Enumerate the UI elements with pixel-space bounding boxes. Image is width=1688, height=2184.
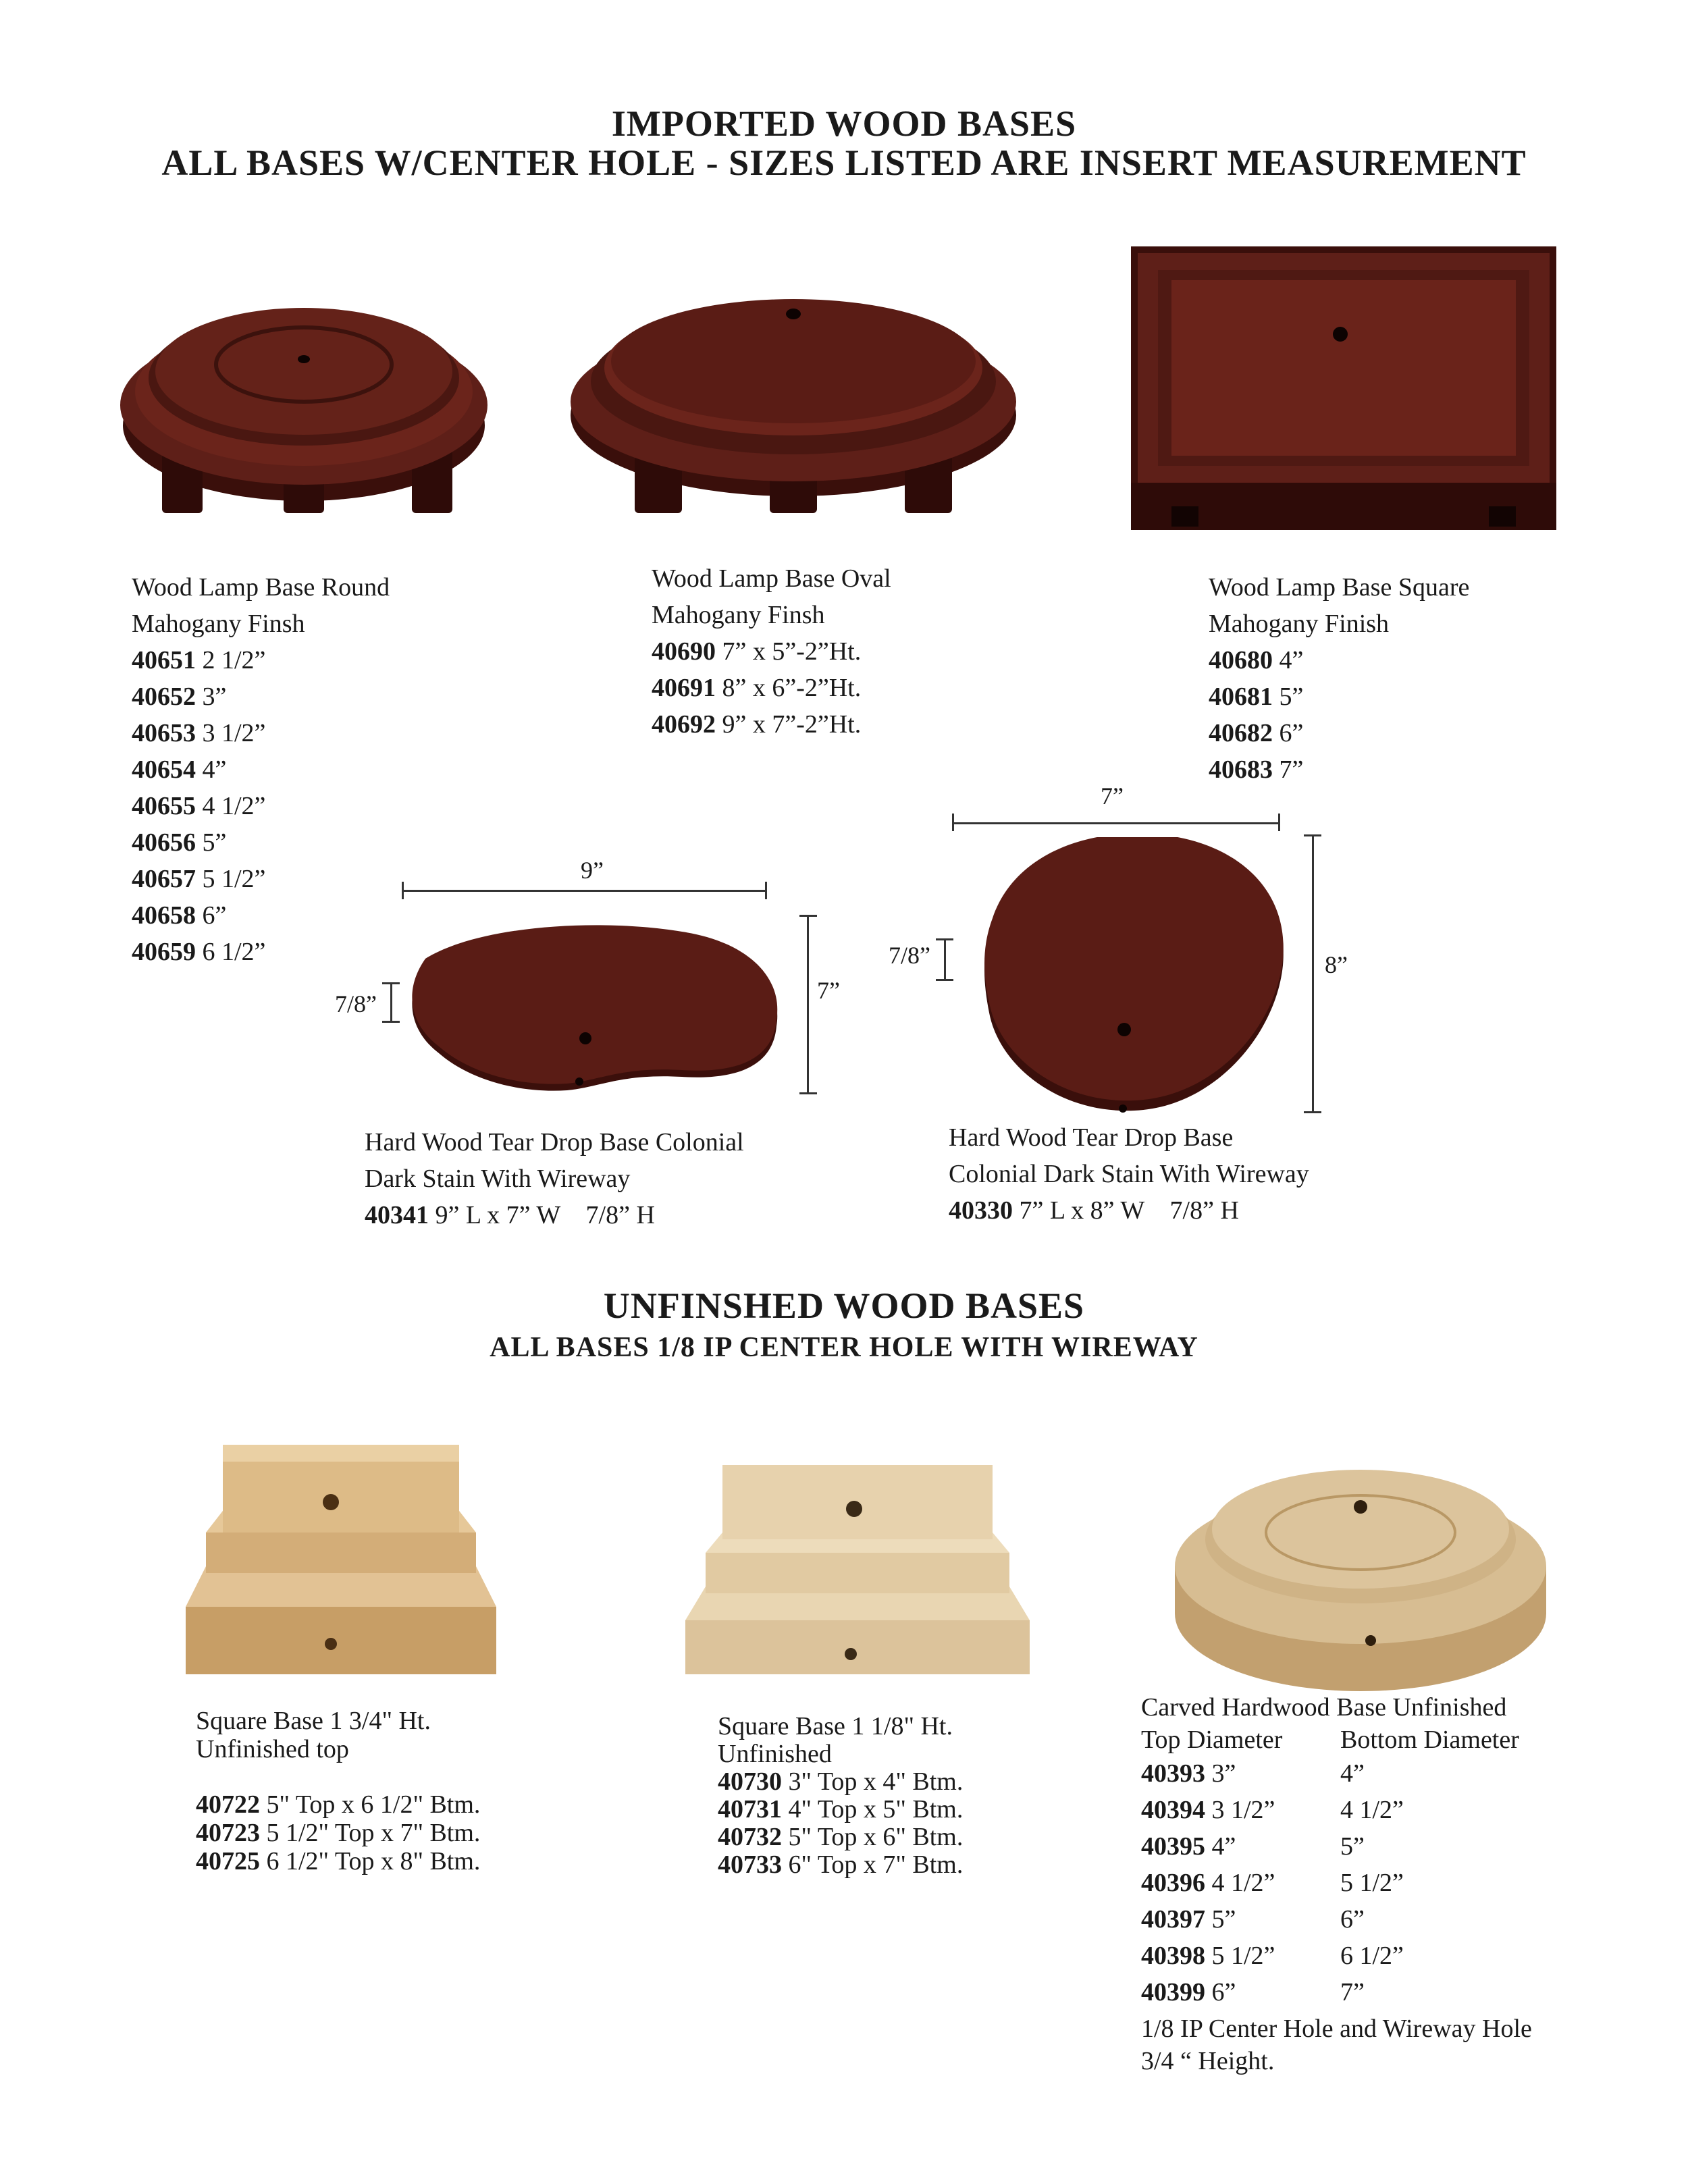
list-item: 40690 7” x 5”-2”Ht. — [652, 637, 862, 666]
dimension-label-width: 7” — [1101, 782, 1124, 809]
dimension-tick — [765, 882, 767, 899]
square-base-image — [1124, 233, 1563, 533]
list-item: 40654 4” — [132, 755, 227, 784]
square-base-oak-name: Square Base 1 1/8" Ht. — [718, 1712, 953, 1740]
table-row: 40396 4 1/2” 5 1/2” — [1141, 1869, 1404, 1897]
section-subtitle: ALL BASES 1/8 IP CENTER HOLE WITH WIREWAY — [490, 1332, 1198, 1363]
list-item: 40680 4” — [1209, 646, 1304, 674]
list-item: 40725 6 1/2" Top x 8" Btm. — [196, 1847, 481, 1875]
carved-base-name: Carved Hardwood Base Unfinished — [1141, 1693, 1507, 1722]
list-item: 40330 7” L x 8” W 7/8” H — [949, 1196, 1239, 1225]
square-base-pine-name: Square Base 1 3/4" Ht. — [196, 1707, 431, 1735]
list-item: 40653 3 1/2” — [132, 719, 266, 747]
list-item: 40733 6" Top x 7" Btm. — [718, 1850, 964, 1879]
page-subtitle: ALL BASES W/CENTER HOLE - SIZES LISTED ARE INSERT MEASUREMENT — [161, 142, 1527, 183]
list-item: 40682 6” — [1209, 719, 1304, 747]
list-item: 40730 3" Top x 4" Btm. — [718, 1767, 964, 1796]
list-item: 40731 4" Top x 5" Btm. — [718, 1795, 964, 1823]
carved-note: 1/8 IP Center Hole and Wireway Hole — [1141, 2015, 1532, 2043]
table-row: 40397 5” 6” — [1141, 1905, 1365, 1934]
list-item: 40681 5” — [1209, 683, 1304, 711]
oval-base-name: Wood Lamp Base Oval — [652, 564, 891, 593]
table-row: 40394 3 1/2” 4 1/2” — [1141, 1796, 1404, 1824]
dimension-line-width — [402, 890, 766, 892]
round-base-image — [115, 270, 493, 527]
square-base-finish: Mahogany Finish — [1209, 610, 1390, 638]
teardrop-base-name: Hard Wood Tear Drop Base — [949, 1123, 1234, 1152]
teardrop-base-9x7-image — [398, 925, 783, 1107]
teardrop-base-name: Hard Wood Tear Drop Base Colonial — [365, 1128, 744, 1156]
oval-base-finish: Mahogany Finsh — [652, 601, 825, 629]
list-item: 40723 5 1/2" Top x 7" Btm. — [196, 1819, 481, 1847]
table-row: 40398 5 1/2” 6 1/2” — [1141, 1942, 1404, 1970]
table-row: 40399 6” 7” — [1141, 1978, 1365, 2006]
dimension-tick — [799, 915, 817, 917]
dimension-line-height — [390, 982, 392, 1023]
dimension-line-depth — [807, 915, 809, 1094]
section-title: UNFINSHED WOOD BASES — [603, 1285, 1085, 1326]
list-item: 40341 9” L x 7” W 7/8” H — [365, 1201, 655, 1229]
dimension-tick — [936, 979, 953, 981]
table-header — [1141, 1724, 1532, 1757]
dimension-tick — [1278, 814, 1280, 831]
carved-base-image — [1168, 1458, 1553, 1701]
dimension-label-height: 7/8” — [335, 990, 377, 1017]
list-item: 40657 5 1/2” — [132, 865, 266, 893]
table-row: 40393 3” 4” — [1141, 1759, 1365, 1788]
square-base-oak-finish: Unfinished — [718, 1740, 832, 1768]
dimension-line-height — [944, 938, 946, 980]
teardrop-base-finish: Colonial Dark Stain With Wireway — [949, 1160, 1309, 1188]
table-row: 40395 4” 5” — [1141, 1832, 1365, 1861]
list-item: 40651 2 1/2” — [132, 646, 266, 674]
list-item: 40652 3” — [132, 683, 227, 711]
dimension-tick — [936, 938, 953, 940]
column-header-top: Top Diameter — [1141, 1726, 1283, 1754]
teardrop-base-7x8-image — [972, 837, 1296, 1121]
oval-base-image — [567, 267, 1020, 527]
dimension-tick — [1304, 834, 1321, 836]
list-item: 40655 4 1/2” — [132, 792, 266, 820]
square-base-oak-image — [675, 1458, 1040, 1681]
round-base-name: Wood Lamp Base Round — [132, 573, 390, 602]
square-base-pine-finish: Unfinished top — [196, 1735, 349, 1763]
column-header-bottom: Bottom Diameter — [1340, 1726, 1519, 1754]
dimension-line-depth — [1312, 834, 1314, 1113]
dimension-tick — [382, 982, 400, 984]
list-item: 40691 8” x 6”-2”Ht. — [652, 674, 862, 702]
carved-note: 3/4 “ Height. — [1141, 2047, 1275, 2075]
dimension-label-width: 9” — [581, 857, 604, 884]
list-item: 40722 5" Top x 6 1/2" Btm. — [196, 1790, 481, 1819]
list-item: 40656 5” — [132, 828, 227, 857]
list-item: 40658 6” — [132, 901, 227, 930]
dimension-line-width — [952, 822, 1280, 824]
page-title: IMPORTED WOOD BASES — [611, 103, 1077, 144]
teardrop-base-finish: Dark Stain With Wireway — [365, 1165, 631, 1193]
list-item: 40659 6 1/2” — [132, 938, 266, 966]
dimension-label-depth: 7” — [817, 977, 840, 1004]
dimension-tick — [952, 814, 954, 831]
dimension-label-height: 7/8” — [889, 942, 930, 969]
square-base-pine-image — [179, 1438, 503, 1681]
dimension-tick — [402, 882, 404, 899]
list-item: 40732 5" Top x 6" Btm. — [718, 1823, 964, 1851]
dimension-tick — [1304, 1111, 1321, 1113]
dimension-tick — [382, 1021, 400, 1023]
dimension-tick — [799, 1092, 817, 1094]
list-item: 40692 9” x 7”-2”Ht. — [652, 710, 862, 739]
list-item: 40683 7” — [1209, 755, 1304, 784]
round-base-finish: Mahogany Finsh — [132, 610, 305, 638]
dimension-label-depth: 8” — [1325, 951, 1348, 978]
square-base-name: Wood Lamp Base Square — [1209, 573, 1470, 602]
